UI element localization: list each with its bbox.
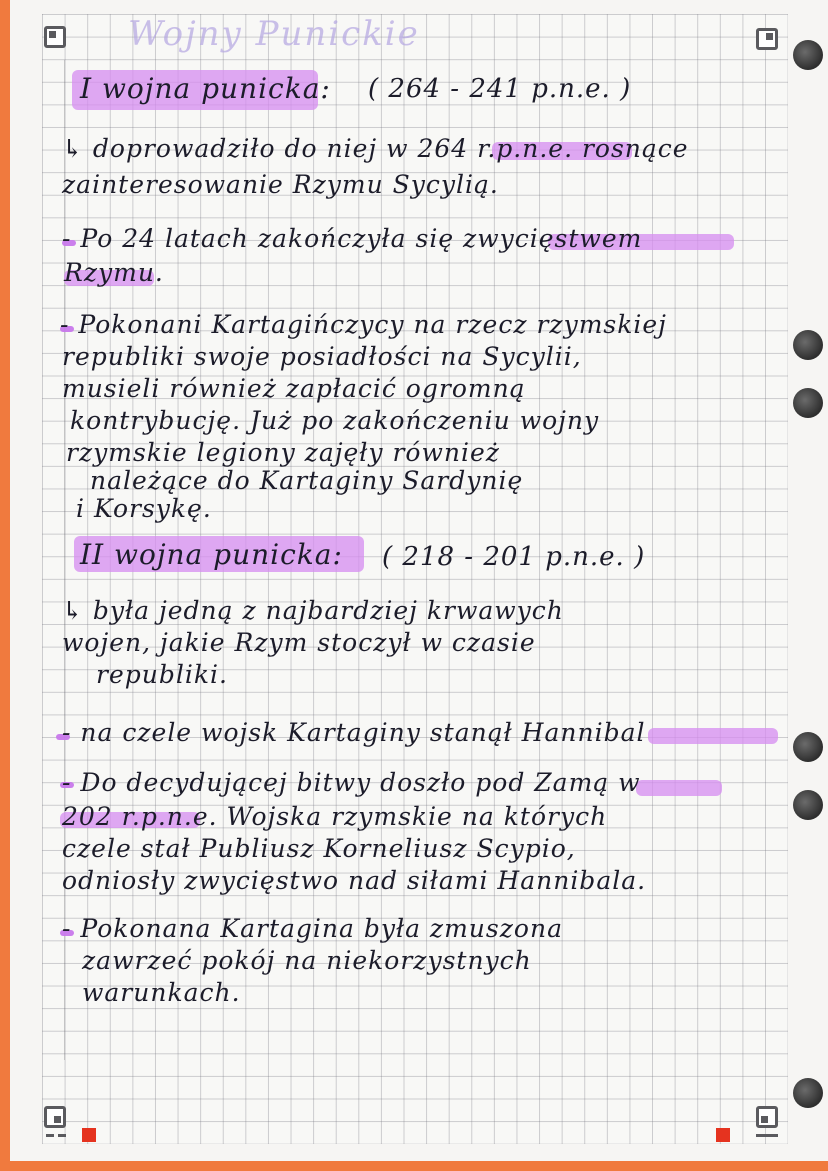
text-line: wojen, jakie Rzym stoczył w czasie xyxy=(62,628,536,657)
text-line: - na czele wojsk Kartaginy stanął Hannibal xyxy=(62,718,646,747)
binder-hole xyxy=(793,732,823,762)
text-line: - Pokonana Kartagina była zmuszona xyxy=(62,914,563,943)
binder-hole xyxy=(793,790,823,820)
binder-hole xyxy=(793,388,823,418)
section-dates: ( 264 - 241 p.n.e. ) xyxy=(368,74,632,104)
binder-hole xyxy=(793,1078,823,1108)
text-line: ↳ była jedną z najbardziej krwawych xyxy=(62,596,564,625)
text-line: kontrybucję. Już po zakończeniu wojny xyxy=(70,406,600,435)
text-line: czele stał Publiusz Korneliusz Scypio, xyxy=(62,834,576,863)
text-line: Rzymu. xyxy=(64,258,164,287)
text-line: ↳ doprowadziło do niej w 264 r.p.n.e. rosnące xyxy=(62,134,689,163)
corner-marker-icon xyxy=(44,26,66,48)
binder-hole xyxy=(793,40,823,70)
text-line: - Pokonani Kartagińczycy na rzecz rzymskiej xyxy=(60,310,667,339)
corner-dash xyxy=(756,1134,778,1137)
text-line: musieli również zapłacić ogromną xyxy=(62,374,526,403)
text-line: odniosły zwycięstwo nad siłami Hannibala. xyxy=(62,866,647,895)
text-line: 202 r.p.n.e. Wojska rzymskie na których xyxy=(62,802,608,831)
text-line: rzymskie legiony zajęły również xyxy=(66,438,500,467)
corner-marker-icon xyxy=(756,1106,778,1128)
section-heading: II wojna punicka: xyxy=(80,538,343,571)
highlight-mark xyxy=(648,728,778,744)
red-marker xyxy=(716,1128,730,1142)
binder-hole xyxy=(793,330,823,360)
red-marker xyxy=(82,1128,96,1142)
page-title: Wojny Punickie xyxy=(128,14,420,54)
corner-marker-icon xyxy=(756,28,778,50)
corner-dash xyxy=(46,1134,54,1137)
text-line: warunkach. xyxy=(82,978,241,1007)
corner-marker-icon xyxy=(44,1106,66,1128)
section-dates: ( 218 - 201 p.n.e. ) xyxy=(382,542,646,572)
text-line: i Korsykę. xyxy=(76,494,212,523)
margin-line xyxy=(64,60,65,1060)
section-heading: I wojna punicka: xyxy=(80,72,331,105)
text-line: republiki. xyxy=(96,660,228,689)
highlight-mark xyxy=(636,780,722,796)
text-line: - Po 24 latach zakończyła się zwycięstwem xyxy=(62,224,643,253)
corner-dash xyxy=(58,1134,66,1137)
text-line: zawrzeć pokój na niekorzystnych xyxy=(82,946,532,975)
text-line: - Do decydującej bitwy doszło pod Zamą w xyxy=(62,768,641,797)
text-line: republiki swoje posiadłości na Sycylii, xyxy=(62,342,582,371)
text-line: zainteresowanie Rzymu Sycylią. xyxy=(62,170,499,199)
text-line: należące do Kartaginy Sardynię xyxy=(90,466,524,495)
